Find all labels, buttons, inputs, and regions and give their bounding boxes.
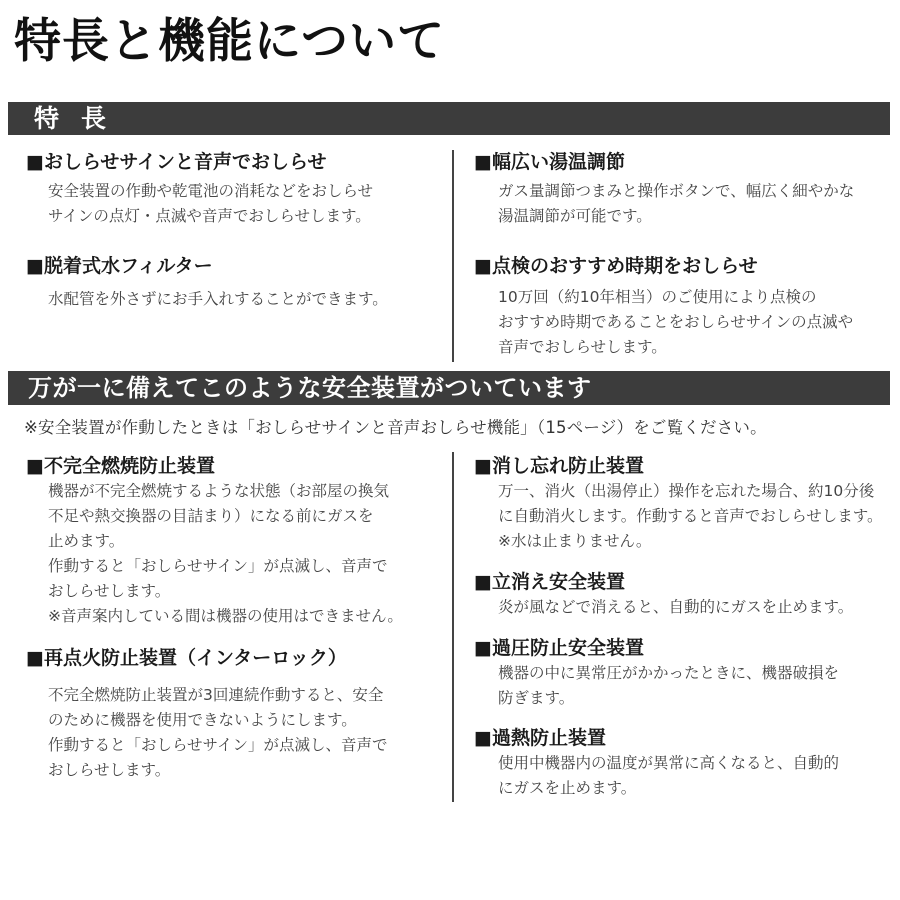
safety-incomplete-combustion [26, 453, 403, 629]
description-line: ※水は止まりません。 [498, 532, 652, 550]
description-line: 作動すると「おしらせサイン」が点滅し、音声で [48, 557, 388, 575]
description-line: 防ぎます。 [498, 689, 575, 707]
safety-description [26, 479, 403, 629]
safety-heading: ■再点火防止装置（インターロック） [26, 647, 347, 669]
safety-note: ※安全装置が作動したときは「おしらせサインと音声おしらせ機能」（15ページ）をご覧ください。 [24, 418, 767, 437]
description-line: おしらせします。 [48, 761, 171, 779]
description-line: 機器が不完全燃焼するような状態（お部屋の換気 [48, 482, 390, 500]
description-line: 水配管を外さずにお手入れすることができます。 [48, 290, 388, 308]
safety-auto-shutoff [474, 453, 883, 554]
section-band-features: 特長 [8, 102, 890, 135]
column-divider-features [452, 150, 454, 362]
description-line: 万一、消火（出湯停止）操作を忘れた場合、約10分後 [498, 482, 875, 500]
description-line: おしらせします。 [48, 582, 171, 600]
description-line: 安全装置の作動や乾電池の消耗などをおしらせ [48, 182, 374, 200]
description-line: 音声でおしらせします。 [498, 338, 667, 356]
description-line: 10万回（約10年相当）のご使用により点検の [498, 288, 817, 306]
description-line: に自動消火します。作動すると音声でおしらせします。 [498, 507, 883, 525]
page-title: 特長と機能について [14, 14, 446, 69]
safety-heading: ■不完全燃焼防止装置 [26, 455, 215, 477]
feature-temperature-control [474, 149, 854, 229]
safety-description [474, 479, 883, 554]
description-line: ガス量調節つまみと操作ボタンで、幅広く細やかな [498, 182, 855, 200]
description-line: 作動すると「おしらせサイン」が点滅し、音声で [48, 736, 388, 754]
safety-heading: ■過熱防止装置 [474, 727, 606, 749]
safety-interlock [26, 645, 387, 783]
feature-water-filter [26, 253, 388, 312]
safety-heading: ■消し忘れ防止装置 [474, 455, 644, 477]
safety-description [474, 751, 839, 801]
feature-heading: ■点検のおすすめ時期をおしらせ [474, 255, 758, 277]
description-line: 不完全燃焼防止装置が3回連続作動すると、安全 [48, 686, 384, 704]
description-line: にガスを止めます。 [498, 779, 637, 797]
safety-overpressure [474, 635, 839, 711]
column-divider-safety [452, 452, 454, 802]
safety-flame-failure [474, 569, 853, 620]
description-line: 使用中機器内の温度が異常に高くなると、自動的 [498, 754, 840, 772]
safety-heading: ■過圧防止安全装置 [474, 637, 644, 659]
description-line: ※音声案内している間は機器の使用はできません。 [48, 607, 403, 625]
safety-overheat [474, 725, 839, 801]
safety-description [474, 595, 853, 620]
safety-heading: ■立消え安全装置 [474, 571, 625, 593]
description-line: サインの点灯・点滅や音声でおしらせします。 [48, 207, 371, 225]
feature-heading: ■おしらせサインと音声でおしらせ [26, 151, 327, 173]
safety-description [474, 661, 839, 711]
feature-heading: ■脱着式水フィルター [26, 255, 213, 277]
feature-heading: ■幅広い湯温調節 [474, 151, 625, 173]
feature-notification-sign [26, 149, 373, 229]
section-band-safety: 万が一に備えてこのような安全装置がついています [8, 371, 890, 405]
description-line: 炎が風などで消えると、自動的にガスを止めます。 [498, 598, 854, 616]
description-line: おすすめ時期であることをおしらせサインの点滅や [498, 313, 854, 331]
feature-inspection-notice [474, 253, 853, 360]
safety-description [26, 683, 387, 783]
description-line: のために機器を使用できないようにします。 [48, 711, 357, 729]
feature-description [474, 179, 854, 229]
feature-description [474, 285, 853, 360]
feature-description [26, 287, 388, 312]
description-line: 不足や熱交換器の目詰まり）になる前にガスを [48, 507, 374, 525]
feature-description [26, 179, 373, 229]
description-line: 機器の中に異常圧がかかったときに、機器破損を [498, 664, 840, 682]
description-line: 湯温調節が可能です。 [498, 207, 652, 225]
description-line: 止めます。 [48, 532, 125, 550]
